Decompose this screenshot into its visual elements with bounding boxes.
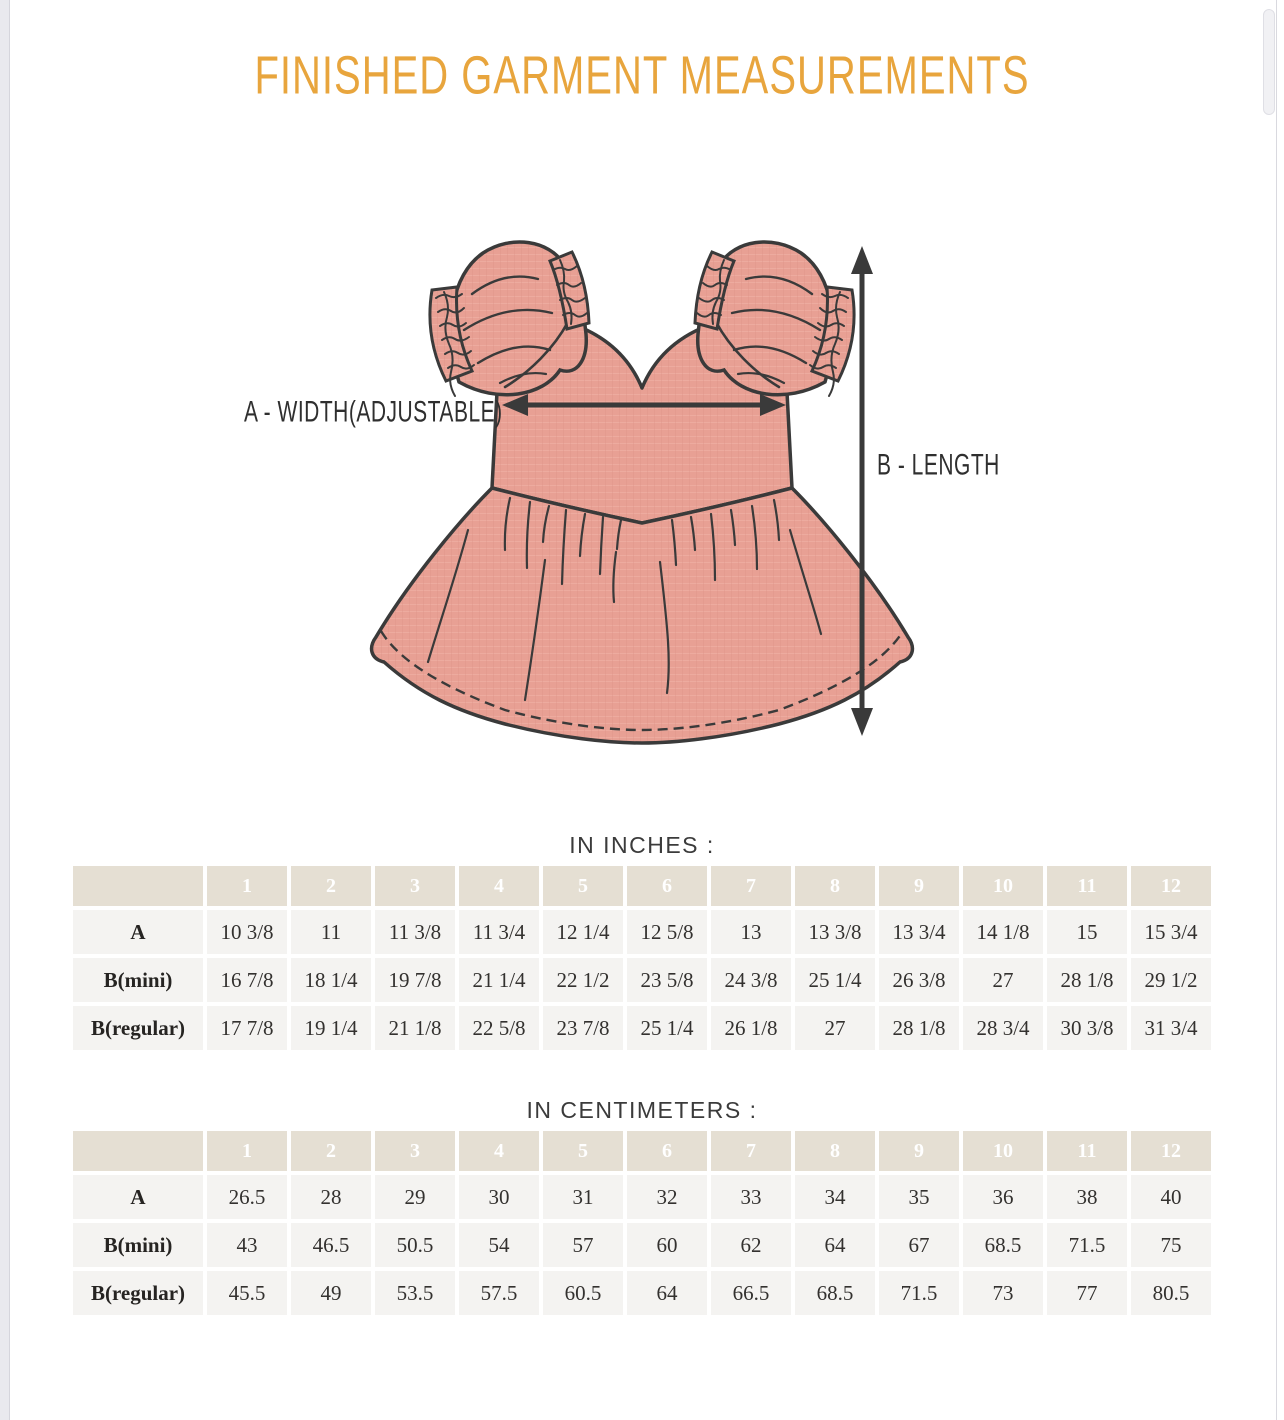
page-title [0, 46, 1284, 106]
measurement-cell: 64 [627, 1271, 707, 1315]
size-column-header: 5 [543, 866, 623, 906]
measurement-cell: 80.5 [1131, 1271, 1211, 1315]
measurement-cell: 34 [795, 1175, 875, 1219]
page-title-text: FINISHED GARMENT MEASUREMENTS [254, 46, 1030, 106]
size-column-header: 7 [711, 866, 791, 906]
centimeters-section-heading: IN CENTIMETERS : [526, 1097, 758, 1123]
table-row [73, 1271, 1211, 1315]
size-column-header: 3 [375, 866, 455, 906]
centimeters-table [69, 1127, 1215, 1319]
measurement-cell: 13 3/8 [795, 910, 875, 954]
skirt-shape [372, 488, 913, 743]
size-column-header: 10 [963, 866, 1043, 906]
measurement-cell: 13 [711, 910, 791, 954]
size-column-header: 1 [207, 1131, 287, 1171]
size-header-row [73, 866, 1211, 906]
inches-table [69, 862, 1215, 1054]
measurement-cell: 54 [459, 1223, 539, 1267]
measurement-cell: 67 [879, 1223, 959, 1267]
garment-diagram [0, 230, 1284, 775]
measurement-cell: 50.5 [375, 1223, 455, 1267]
measurement-cell: 71.5 [1047, 1223, 1127, 1267]
measurement-cell: 15 3/4 [1131, 910, 1211, 954]
measurement-cell: 28 1/8 [879, 1006, 959, 1050]
size-column-header: 10 [963, 1131, 1043, 1171]
measurement-cell: 16 7/8 [207, 958, 287, 1002]
measurement-cell: 68.5 [963, 1223, 1043, 1267]
measurement-cell: 28 1/8 [1047, 958, 1127, 1002]
measurement-cell: 26 3/8 [879, 958, 959, 1002]
measurement-cell: 43 [207, 1223, 287, 1267]
measurement-cell: 31 3/4 [1131, 1006, 1211, 1050]
table-row [73, 1175, 1211, 1219]
table-row [73, 1223, 1211, 1267]
measurement-cell: 32 [627, 1175, 707, 1219]
measurement-cell: 28 3/4 [963, 1006, 1043, 1050]
size-column-header: 5 [543, 1131, 623, 1171]
measurement-cell: 27 [963, 958, 1043, 1002]
measurement-cell: 68.5 [795, 1271, 875, 1315]
size-header-row [73, 1131, 1211, 1171]
measurement-cell: 66.5 [711, 1271, 791, 1315]
measurement-cell: 28 [291, 1175, 371, 1219]
table-row [73, 1006, 1211, 1050]
size-column-header: 9 [879, 1131, 959, 1171]
measurement-cell: 71.5 [879, 1271, 959, 1315]
measurement-cell: 24 3/8 [711, 958, 791, 1002]
size-column-header: 12 [1131, 1131, 1211, 1171]
measurement-cell: 12 5/8 [627, 910, 707, 954]
measurement-cell: 73 [963, 1271, 1043, 1315]
left-sleeve [430, 242, 589, 396]
measurement-cell: 23 5/8 [627, 958, 707, 1002]
table-row [73, 958, 1211, 1002]
measurement-cell: 30 3/8 [1047, 1006, 1127, 1050]
measurement-cell: 46.5 [291, 1223, 371, 1267]
measurement-cell: 25 1/4 [627, 1006, 707, 1050]
measurement-cell: 49 [291, 1271, 371, 1315]
corner-cell [73, 1131, 203, 1171]
measurement-cell: 18 1/4 [291, 958, 371, 1002]
measurement-cell: 38 [1047, 1175, 1127, 1219]
measurement-cell: 22 1/2 [543, 958, 623, 1002]
row-label: B(mini) [73, 958, 203, 1002]
measurement-cell: 53.5 [375, 1271, 455, 1315]
size-column-header: 2 [291, 1131, 371, 1171]
table-row [73, 910, 1211, 954]
measurement-cell: 35 [879, 1175, 959, 1219]
measurement-cell: 60 [627, 1223, 707, 1267]
measurement-cell: 17 7/8 [207, 1006, 287, 1050]
measurement-cell: 25 1/4 [795, 958, 875, 1002]
width-label: A - WIDTH(ADJUSTABLE) [244, 396, 503, 429]
measurement-cell: 10 3/8 [207, 910, 287, 954]
measurement-cell: 27 [795, 1006, 875, 1050]
measurement-cell: 31 [543, 1175, 623, 1219]
measurement-cell: 33 [711, 1175, 791, 1219]
row-label: B(mini) [73, 1223, 203, 1267]
size-column-header: 11 [1047, 1131, 1127, 1171]
measurement-cell: 40 [1131, 1175, 1211, 1219]
measurement-cell: 21 1/4 [459, 958, 539, 1002]
row-label: A [73, 910, 203, 954]
measurement-cell: 29 [375, 1175, 455, 1219]
measurement-cell: 11 3/8 [375, 910, 455, 954]
measurement-cell: 57.5 [459, 1271, 539, 1315]
row-label: A [73, 1175, 203, 1219]
measurement-cell: 36 [963, 1175, 1043, 1219]
size-column-header: 7 [711, 1131, 791, 1171]
measurement-cell: 26.5 [207, 1175, 287, 1219]
measurement-cell: 19 1/4 [291, 1006, 371, 1050]
measurement-cell: 15 [1047, 910, 1127, 954]
right-sleeve [695, 242, 854, 396]
size-column-header: 6 [627, 1131, 707, 1171]
size-column-header: 4 [459, 866, 539, 906]
measurement-cell: 22 5/8 [459, 1006, 539, 1050]
row-label: B(regular) [73, 1271, 203, 1315]
size-column-header: 8 [795, 1131, 875, 1171]
measurement-cell: 30 [459, 1175, 539, 1219]
measurement-cell: 11 3/4 [459, 910, 539, 954]
garment-illustration [0, 230, 1284, 775]
measurement-cell: 57 [543, 1223, 623, 1267]
size-column-header: 1 [207, 866, 287, 906]
corner-cell [73, 866, 203, 906]
size-column-header: 3 [375, 1131, 455, 1171]
measurement-cell: 23 7/8 [543, 1006, 623, 1050]
measurement-cell: 19 7/8 [375, 958, 455, 1002]
measurement-cell: 14 1/8 [963, 910, 1043, 954]
size-column-header: 6 [627, 866, 707, 906]
measurement-cell: 77 [1047, 1271, 1127, 1315]
size-column-header: 11 [1047, 866, 1127, 906]
measurement-cell: 60.5 [543, 1271, 623, 1315]
measurement-cell: 12 1/4 [543, 910, 623, 954]
length-label: B - LENGTH [877, 449, 1000, 482]
row-label: B(regular) [73, 1006, 203, 1050]
size-column-header: 4 [459, 1131, 539, 1171]
measurement-cell: 11 [291, 910, 371, 954]
measurement-cell: 64 [795, 1223, 875, 1267]
measurement-cell: 13 3/4 [879, 910, 959, 954]
inches-section-heading: IN INCHES : [569, 832, 715, 858]
size-column-header: 12 [1131, 866, 1211, 906]
measurement-cell: 29 1/2 [1131, 958, 1211, 1002]
measurement-cell: 75 [1131, 1223, 1211, 1267]
measurement-cell: 26 1/8 [711, 1006, 791, 1050]
size-column-header: 2 [291, 866, 371, 906]
size-column-header: 9 [879, 866, 959, 906]
measurement-cell: 62 [711, 1223, 791, 1267]
size-column-header: 8 [795, 866, 875, 906]
measurement-cell: 21 1/8 [375, 1006, 455, 1050]
measurement-cell: 45.5 [207, 1271, 287, 1315]
